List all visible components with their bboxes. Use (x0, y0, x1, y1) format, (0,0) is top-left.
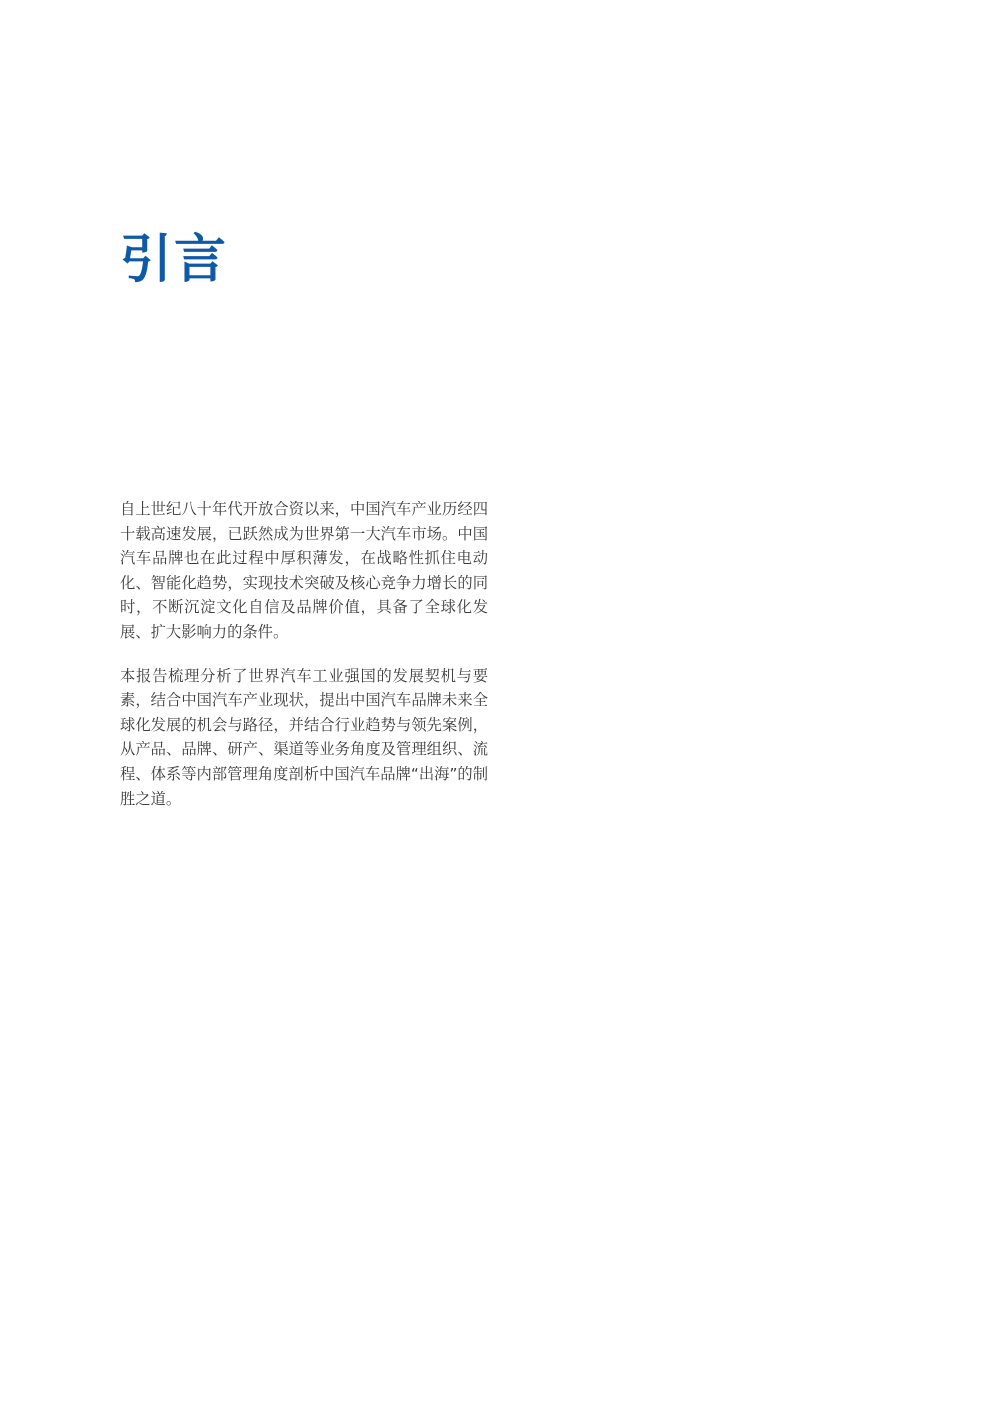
page-title: 引言 (120, 230, 229, 290)
intro-paragraph-1: 自上世纪八十年代开放合资以来，中国汽车产业历经四十载高速发展，已跃然成为世界第一大汽车市场。中国汽车品牌也在此过程中厚积薄发，在战略性抓住电动化、智能化趋势，实现技术突破及核心竞争力增长的同时，不断沉淀文化自信及品牌价值，具备了全球化发展、扩大影响力的条件。 (120, 500, 488, 641)
intro-paragraph-2: 本报告梳理分析了世界汽车工业强国的发展契机与要素，结合中国汽车产业现状，提出中国汽车品牌未来全球化发展的机会与路径，并结合行业趋势与领先案例，从产品、品牌、研产、渠道等业务角度及管理组织、流程、体系等内部管理角度剖析中国汽车品牌“出海”的制胜之道。 (120, 666, 488, 808)
intro-body (120, 497, 488, 830)
